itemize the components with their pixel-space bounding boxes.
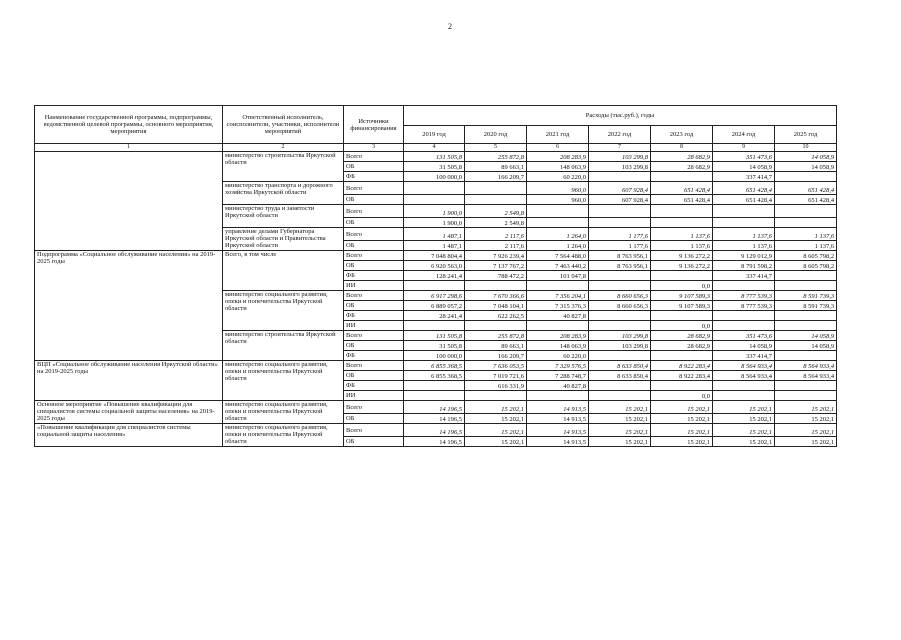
column-number: 10 bbox=[775, 144, 837, 152]
header-source: Источники финансирования bbox=[344, 106, 404, 144]
expense-value: 1 900,0 bbox=[404, 205, 465, 218]
expense-value: 2 117,6 bbox=[465, 241, 527, 251]
expense-value: 15 202,1 bbox=[775, 437, 837, 447]
expense-value: 8 605 798,2 bbox=[775, 251, 837, 261]
program-name: Основное мероприятие «Повышение квалификации для специалистов системы социальной защиты населения» на 2019-2025 годы bbox=[35, 401, 223, 424]
header-year-4: 2022 год bbox=[589, 126, 651, 144]
header-year-1: 2019 год bbox=[404, 126, 465, 144]
expense-value: 8 564 933,4 bbox=[713, 361, 775, 371]
header-year-5: 2023 год bbox=[651, 126, 713, 144]
expense-value: 1 177,6 bbox=[589, 228, 651, 241]
expense-value: 15 202,1 bbox=[651, 414, 713, 424]
expense-value bbox=[527, 321, 589, 331]
expense-value: 1 487,1 bbox=[404, 228, 465, 241]
expense-value bbox=[775, 205, 837, 218]
expense-value: 40 827,8 bbox=[527, 381, 589, 391]
expense-value bbox=[775, 391, 837, 401]
expense-value: 7 356 204,1 bbox=[527, 291, 589, 301]
expense-value bbox=[404, 182, 465, 195]
expense-value: 8 763 956,1 bbox=[589, 251, 651, 261]
funding-source: ОБ bbox=[344, 218, 404, 228]
expense-value: 7 926 239,4 bbox=[465, 251, 527, 261]
column-number: 9 bbox=[713, 144, 775, 152]
expense-value bbox=[713, 391, 775, 401]
expense-value: 1 137,6 bbox=[713, 241, 775, 251]
expense-value: 14 196,5 bbox=[404, 401, 465, 414]
expense-value: 7 137 767,2 bbox=[465, 261, 527, 271]
header-expenses: Расходы (тыс.руб.), годы bbox=[404, 106, 837, 126]
expense-value: 15 202,1 bbox=[465, 424, 527, 437]
funding-source: ИИ bbox=[344, 391, 404, 401]
header-year-7: 2025 год bbox=[775, 126, 837, 144]
expense-value bbox=[589, 381, 651, 391]
expense-value: 7 564 488,0 bbox=[527, 251, 589, 261]
expense-value: 6 855 368,5 bbox=[404, 371, 465, 381]
expense-value: 28 682,9 bbox=[651, 162, 713, 172]
expense-value bbox=[775, 311, 837, 321]
column-number: 1 bbox=[35, 144, 223, 152]
expense-value: 131 505,8 bbox=[404, 152, 465, 162]
expense-value bbox=[651, 205, 713, 218]
expense-value: 14 058,9 bbox=[775, 341, 837, 351]
expense-value bbox=[713, 281, 775, 291]
expense-value: 103 299,8 bbox=[589, 152, 651, 162]
funding-source: ФБ bbox=[344, 351, 404, 361]
table-row bbox=[35, 361, 837, 371]
expense-value: 15 202,1 bbox=[775, 414, 837, 424]
expense-value: 28 241,4 bbox=[404, 311, 465, 321]
expense-value: 337 414,7 bbox=[713, 172, 775, 182]
expense-value: 7 048 804,4 bbox=[404, 251, 465, 261]
funding-source: Всего bbox=[344, 401, 404, 414]
expense-value: 6 855 368,5 bbox=[404, 361, 465, 371]
header-year-6: 2024 год bbox=[713, 126, 775, 144]
expense-value: 103 299,8 bbox=[589, 162, 651, 172]
expense-value: 15 202,1 bbox=[589, 401, 651, 414]
expense-value: 128 241,4 bbox=[404, 271, 465, 281]
expense-value: 8 791 598,2 bbox=[713, 261, 775, 271]
funding-source: Всего bbox=[344, 205, 404, 218]
expense-value bbox=[404, 381, 465, 391]
expense-value bbox=[589, 205, 651, 218]
expense-value: 8 564 933,4 bbox=[775, 361, 837, 371]
expense-value bbox=[713, 321, 775, 331]
expense-value: 651 428,4 bbox=[713, 182, 775, 195]
expense-value: 7 329 576,5 bbox=[527, 361, 589, 371]
funding-source: ОБ bbox=[344, 341, 404, 351]
expense-value: 8 660 656,3 bbox=[589, 301, 651, 311]
expense-value bbox=[775, 321, 837, 331]
expense-value: 60 220,0 bbox=[527, 172, 589, 182]
expense-value: 622 262,5 bbox=[465, 311, 527, 321]
header-year-2: 2020 год bbox=[465, 126, 527, 144]
expense-value: 960,0 bbox=[527, 182, 589, 195]
expense-value: 9 107 589,3 bbox=[651, 291, 713, 301]
funding-source: ОБ bbox=[344, 414, 404, 424]
expense-value: 651 428,4 bbox=[713, 195, 775, 205]
funding-source: Всего bbox=[344, 182, 404, 195]
responsible-executor: министерство социального развития, опеки и попечительства Иркутской области bbox=[223, 361, 344, 401]
expense-value: 15 202,1 bbox=[713, 414, 775, 424]
column-number: 3 bbox=[344, 144, 404, 152]
expense-value: 616 331,9 bbox=[465, 381, 527, 391]
expense-value: 9 107 589,3 bbox=[651, 301, 713, 311]
funding-source: ОБ bbox=[344, 162, 404, 172]
column-number: 4 bbox=[404, 144, 465, 152]
expense-value: 89 663,1 bbox=[465, 162, 527, 172]
expense-value: 208 283,9 bbox=[527, 152, 589, 162]
expense-value bbox=[589, 271, 651, 281]
expense-value: 89 663,1 bbox=[465, 341, 527, 351]
expense-value: 14 913,5 bbox=[527, 424, 589, 437]
expense-value: 1 900,0 bbox=[404, 218, 465, 228]
funding-source: ОБ bbox=[344, 195, 404, 205]
funding-source: ИИ bbox=[344, 281, 404, 291]
expense-value: 14 196,5 bbox=[404, 414, 465, 424]
column-number: 7 bbox=[589, 144, 651, 152]
expense-value: 651 428,4 bbox=[775, 195, 837, 205]
expense-value bbox=[527, 218, 589, 228]
expense-value: 1 487,1 bbox=[404, 241, 465, 251]
expense-value: 31 505,8 bbox=[404, 341, 465, 351]
expense-value bbox=[465, 182, 527, 195]
column-number-row bbox=[35, 144, 837, 152]
column-number: 8 bbox=[651, 144, 713, 152]
expense-value: 1 264,0 bbox=[527, 228, 589, 241]
expense-value bbox=[713, 311, 775, 321]
expense-value bbox=[465, 321, 527, 331]
expense-value: 255 872,8 bbox=[465, 331, 527, 341]
expense-value bbox=[775, 218, 837, 228]
expense-value bbox=[651, 381, 713, 391]
expense-value bbox=[589, 218, 651, 228]
expense-value bbox=[527, 205, 589, 218]
expense-value: 8 564 933,4 bbox=[775, 371, 837, 381]
expense-value bbox=[651, 218, 713, 228]
expense-value bbox=[589, 391, 651, 401]
expense-value: 7 288 748,7 bbox=[527, 371, 589, 381]
expense-value: 6 920 563,0 bbox=[404, 261, 465, 271]
expense-value: 8 591 739,3 bbox=[775, 291, 837, 301]
funding-source: ФБ bbox=[344, 311, 404, 321]
expense-value: 1 137,6 bbox=[713, 228, 775, 241]
expense-value bbox=[465, 391, 527, 401]
expense-value: 15 202,1 bbox=[589, 414, 651, 424]
expense-value: 7 048 104,1 bbox=[465, 301, 527, 311]
program-name: «Повышение квалификации для специалистов системы социальной защиты населения» bbox=[35, 424, 223, 447]
responsible-executor: министерство социального развития, опеки и попечительства Иркутской области bbox=[223, 291, 344, 331]
expense-value: 15 202,1 bbox=[651, 424, 713, 437]
expense-value: 351 473,6 bbox=[713, 331, 775, 341]
funding-source: ИИ bbox=[344, 321, 404, 331]
expense-value: 14 058,9 bbox=[713, 341, 775, 351]
funding-source: ОБ bbox=[344, 371, 404, 381]
responsible-executor: министерство транспорта и дорожного хозяйства Иркутской области bbox=[223, 182, 344, 205]
expense-value: 255 872,8 bbox=[465, 152, 527, 162]
funding-source: ОБ bbox=[344, 301, 404, 311]
header-year-3: 2021 год bbox=[527, 126, 589, 144]
expense-value bbox=[775, 281, 837, 291]
expense-value: 28 682,9 bbox=[651, 152, 713, 162]
expense-value bbox=[589, 281, 651, 291]
expense-value: 8 660 656,3 bbox=[589, 291, 651, 301]
expense-value: 15 202,1 bbox=[465, 437, 527, 447]
expense-value: 2 549,8 bbox=[465, 205, 527, 218]
funding-source: Всего bbox=[344, 361, 404, 371]
expense-value bbox=[589, 172, 651, 182]
expense-value: 148 063,9 bbox=[527, 162, 589, 172]
expense-value: 28 682,9 bbox=[651, 341, 713, 351]
expense-value bbox=[651, 271, 713, 281]
expense-value: 15 202,1 bbox=[651, 437, 713, 447]
column-number: 6 bbox=[527, 144, 589, 152]
expense-value: 28 682,9 bbox=[651, 331, 713, 341]
expense-value bbox=[527, 391, 589, 401]
responsible-executor: министерство строительства Иркутской области bbox=[223, 152, 344, 182]
expense-value bbox=[404, 391, 465, 401]
expense-value: 7 019 721,6 bbox=[465, 371, 527, 381]
expense-value: 8 922 283,4 bbox=[651, 361, 713, 371]
expense-value: 15 202,1 bbox=[589, 437, 651, 447]
expense-value: 15 202,1 bbox=[651, 401, 713, 414]
expense-value: 1 137,6 bbox=[775, 228, 837, 241]
responsible-executor: управление делами Губернатора Иркутской области и Правительства Иркутской области bbox=[223, 228, 344, 251]
expense-value: 14 913,5 bbox=[527, 437, 589, 447]
table-body bbox=[35, 144, 837, 447]
expense-value: 8 633 850,4 bbox=[589, 371, 651, 381]
expense-value bbox=[527, 281, 589, 291]
expense-value bbox=[651, 311, 713, 321]
expense-value: 8 633 850,4 bbox=[589, 361, 651, 371]
expense-value: 14 196,5 bbox=[404, 437, 465, 447]
expense-value bbox=[404, 281, 465, 291]
expense-value: 960,0 bbox=[527, 195, 589, 205]
expense-value: 351 473,6 bbox=[713, 152, 775, 162]
expense-value: 100 000,0 bbox=[404, 351, 465, 361]
expense-value: 15 202,1 bbox=[589, 424, 651, 437]
expense-value: 15 202,1 bbox=[465, 401, 527, 414]
expense-value: 1 137,6 bbox=[651, 228, 713, 241]
expense-value: 9 136 272,2 bbox=[651, 251, 713, 261]
expense-value: 788 472,2 bbox=[465, 271, 527, 281]
expense-value: 651 428,4 bbox=[775, 182, 837, 195]
expense-value: 166 209,7 bbox=[465, 351, 527, 361]
expense-value: 8 922 283,4 bbox=[651, 371, 713, 381]
expense-value: 1 177,6 bbox=[589, 241, 651, 251]
expense-value: 651 428,4 bbox=[651, 182, 713, 195]
expense-value: 14 913,5 bbox=[527, 414, 589, 424]
expense-value: 8 564 933,4 bbox=[713, 371, 775, 381]
expense-value bbox=[775, 172, 837, 182]
expense-value: 14 196,5 bbox=[404, 424, 465, 437]
expense-value: 7 463 440,2 bbox=[527, 261, 589, 271]
expense-value: 651 428,4 bbox=[651, 195, 713, 205]
program-name: ВЦП «Социальное обслуживание населения Иркутской области» на 2019-2025 годы bbox=[35, 361, 223, 401]
budget-table bbox=[34, 105, 837, 447]
expense-value: 14 058,9 bbox=[713, 162, 775, 172]
responsible-executor: министерство социального развития, опеки и попечительства Иркутской области bbox=[223, 401, 344, 424]
expense-value: 15 202,1 bbox=[713, 401, 775, 414]
header-name: Наименование государственной программы, подпрограммы, ведомственной целевой программы, основного мероприятия, мероприятия bbox=[35, 106, 223, 144]
expense-value: 337 414,7 bbox=[713, 271, 775, 281]
expense-value: 1 264,0 bbox=[527, 241, 589, 251]
expense-value: 2 117,6 bbox=[465, 228, 527, 241]
funding-source: ФБ bbox=[344, 172, 404, 182]
expense-value: 0,0 bbox=[651, 391, 713, 401]
expense-value: 15 202,1 bbox=[713, 424, 775, 437]
expense-value: 166 209,7 bbox=[465, 172, 527, 182]
expense-value: 100 000,0 bbox=[404, 172, 465, 182]
expense-value bbox=[589, 321, 651, 331]
expense-value: 14 058,9 bbox=[775, 331, 837, 341]
funding-source: Всего bbox=[344, 251, 404, 261]
expense-value bbox=[775, 381, 837, 391]
expense-value: 0,0 bbox=[651, 281, 713, 291]
expense-value bbox=[775, 271, 837, 281]
expense-value: 0,0 bbox=[651, 321, 713, 331]
expense-value bbox=[775, 351, 837, 361]
expense-value: 9 136 272,2 bbox=[651, 261, 713, 271]
expense-value: 103 299,8 bbox=[589, 331, 651, 341]
expense-value bbox=[404, 195, 465, 205]
program-name: Подпрограмма «Социальное обслуживание населения» на 2019-2025 годы bbox=[35, 251, 223, 361]
table-row bbox=[35, 251, 837, 261]
expense-value: 8 777 539,3 bbox=[713, 291, 775, 301]
expense-value: 607 928,4 bbox=[589, 182, 651, 195]
funding-source: Всего bbox=[344, 424, 404, 437]
expense-value: 7 670 366,6 bbox=[465, 291, 527, 301]
expense-value: 1 137,6 bbox=[775, 241, 837, 251]
expense-value: 103 299,8 bbox=[589, 341, 651, 351]
expense-value: 14 913,5 bbox=[527, 401, 589, 414]
expense-value bbox=[713, 218, 775, 228]
expense-value: 8 777 539,3 bbox=[713, 301, 775, 311]
responsible-executor: министерство труда и занятости Иркутской области bbox=[223, 205, 344, 228]
header-responsible: Ответственный исполнитель, соисполнители, участники, исполнители мероприятий bbox=[223, 106, 344, 144]
expense-value: 6 917 298,6 bbox=[404, 291, 465, 301]
expense-value: 1 137,6 bbox=[651, 241, 713, 251]
expense-value: 8 591 739,3 bbox=[775, 301, 837, 311]
page-number: 2 bbox=[448, 22, 452, 31]
expense-value: 101 047,8 bbox=[527, 271, 589, 281]
column-number: 2 bbox=[223, 144, 344, 152]
funding-source: ФБ bbox=[344, 381, 404, 391]
expense-value bbox=[589, 311, 651, 321]
table-row bbox=[35, 401, 837, 414]
funding-source: ФБ bbox=[344, 271, 404, 281]
expense-value: 7 315 376,3 bbox=[527, 301, 589, 311]
table-row bbox=[35, 152, 837, 162]
expense-value: 14 058,9 bbox=[775, 162, 837, 172]
responsible-executor: министерство социального развития, опеки и попечительства Иркутской области bbox=[223, 424, 344, 447]
expense-value: 14 058,9 bbox=[775, 152, 837, 162]
expense-value: 40 827,8 bbox=[527, 311, 589, 321]
expense-value: 8 605 798,2 bbox=[775, 261, 837, 271]
expense-value: 6 889 057,2 bbox=[404, 301, 465, 311]
expense-value bbox=[465, 281, 527, 291]
expense-value: 131 505,8 bbox=[404, 331, 465, 341]
responsible-executor: Всего, в том числе bbox=[223, 251, 344, 291]
funding-source: Всего bbox=[344, 228, 404, 241]
expense-value bbox=[713, 381, 775, 391]
funding-source: ОБ bbox=[344, 241, 404, 251]
expense-value: 208 283,9 bbox=[527, 331, 589, 341]
funding-source: Всего bbox=[344, 152, 404, 162]
expense-value bbox=[651, 351, 713, 361]
expense-value: 2 549,8 bbox=[465, 218, 527, 228]
table-row bbox=[35, 424, 837, 437]
expense-value: 15 202,1 bbox=[775, 424, 837, 437]
expense-value bbox=[651, 172, 713, 182]
expense-value: 607 928,4 bbox=[589, 195, 651, 205]
program-name bbox=[35, 152, 223, 251]
expense-value: 337 414,7 bbox=[713, 351, 775, 361]
expense-value: 15 202,1 bbox=[775, 401, 837, 414]
expense-value: 31 505,8 bbox=[404, 162, 465, 172]
expense-value: 15 202,1 bbox=[465, 414, 527, 424]
funding-source: Всего bbox=[344, 331, 404, 341]
expense-value bbox=[589, 351, 651, 361]
expense-value: 60 220,0 bbox=[527, 351, 589, 361]
responsible-executor: министерство строительства Иркутской области bbox=[223, 331, 344, 361]
expense-value: 7 636 053,5 bbox=[465, 361, 527, 371]
funding-source: ОБ bbox=[344, 261, 404, 271]
expense-value: 148 063,9 bbox=[527, 341, 589, 351]
expense-value: 8 763 956,1 bbox=[589, 261, 651, 271]
expense-value bbox=[465, 195, 527, 205]
expense-value: 9 129 012,9 bbox=[713, 251, 775, 261]
column-number: 5 bbox=[465, 144, 527, 152]
funding-source: ОБ bbox=[344, 437, 404, 447]
funding-source: Всего bbox=[344, 291, 404, 301]
expense-value bbox=[713, 205, 775, 218]
expense-value: 15 202,1 bbox=[713, 437, 775, 447]
expense-value bbox=[404, 321, 465, 331]
